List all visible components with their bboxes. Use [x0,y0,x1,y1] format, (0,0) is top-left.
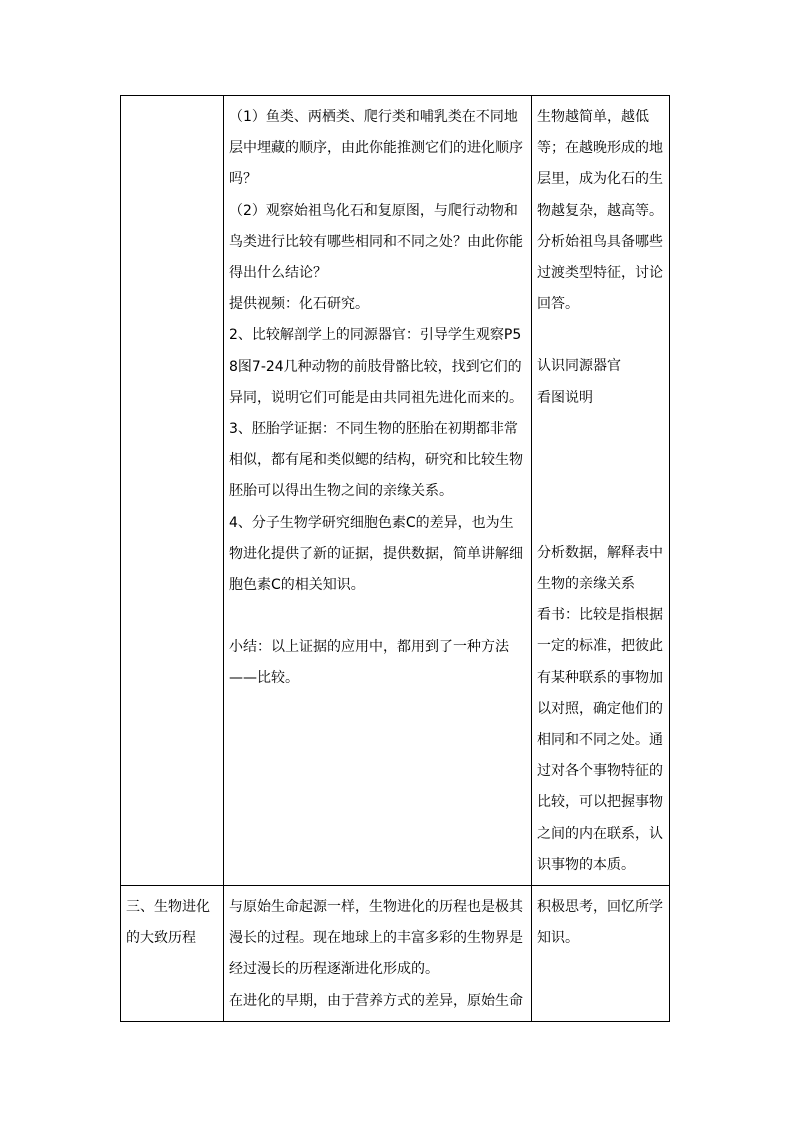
teacher-paragraph: 3、胚胎学证据：不同生物的胚胎在初期都非常相似，都有尾和类似鳃的结构，研究和比较生物胚胎可以得出生物之间的亲缘关系。 [229,421,523,500]
student-paragraph: 认识同源器官 [537,358,621,375]
teacher-paragraph: （1）鱼类、两栖类、爬行类和哺乳类在不同地层中埋藏的顺序，由此你能推测它们的进化顺序吗？ [229,109,523,188]
teacher-paragraph: 2、比较解剖学上的同源器官：引导学生观察P58图7-24几种动物的前肢骨骼比较，找到它们的异同，说明它们可能是由共同祖先进化而来的。 [229,327,523,406]
section-cell [121,886,224,1022]
student-activity-cell [532,96,670,886]
section-title: 三、生物进化的大致历程 [126,899,210,947]
student-paragraph: 分析始祖鸟具备哪些过渡类型特征，讨论回答。 [537,233,663,313]
summary-paragraph: 小结：以上证据的应用中，都用到了一种方法——比较。 [229,639,509,687]
student-activity-cell [532,886,670,1022]
teacher-paragraph: 提供视频：化石研究。 [229,296,369,313]
teacher-activity-cell [224,96,532,886]
teacher-paragraph: 4、分子生物学研究细胞色素C的差异，也为生物进化提供了新的证据，提供数据，简单讲解细胞色素C的相关知识。 [229,514,523,594]
teacher-paragraph: 与原始生命起源一样，生物进化的历程也是极其漫长的过程。现在地球上的丰富多彩的生物界是经过漫长的历程逐渐进化形成的。 [229,899,523,978]
section-cell [121,96,224,886]
teacher-paragraph: （2）观察始祖鸟化石和复原图，与爬行动物和鸟类进行比较有哪些相同和不同之处？由此你能得出什么结论？ [229,202,523,282]
table-row [121,886,670,1022]
teacher-paragraph: 在进化的早期，由于营养方式的差异，原始生命 [229,992,523,1009]
teacher-activity-cell [224,886,532,1022]
student-paragraph: 看图说明 [537,389,593,406]
table-row [121,96,670,886]
student-paragraph: 分析数据，解释表中生物的亲缘关系 [537,544,663,593]
student-paragraph: 生物越简单，越低等；在越晚形成的地层里，成为化石的生物越复杂，越高等。 [537,109,663,219]
student-paragraph: 看书：比较是指根据一定的标准，把彼此有某种联系的事物加以对照，确定他们的相同和不同之处。通过对各个事物特征的比较，可以把握事物之间的内在联系，认识事物的本质。 [537,607,663,873]
student-paragraph: 积极思考，回忆所学知识。 [537,899,663,947]
lesson-plan-table [120,95,670,1022]
